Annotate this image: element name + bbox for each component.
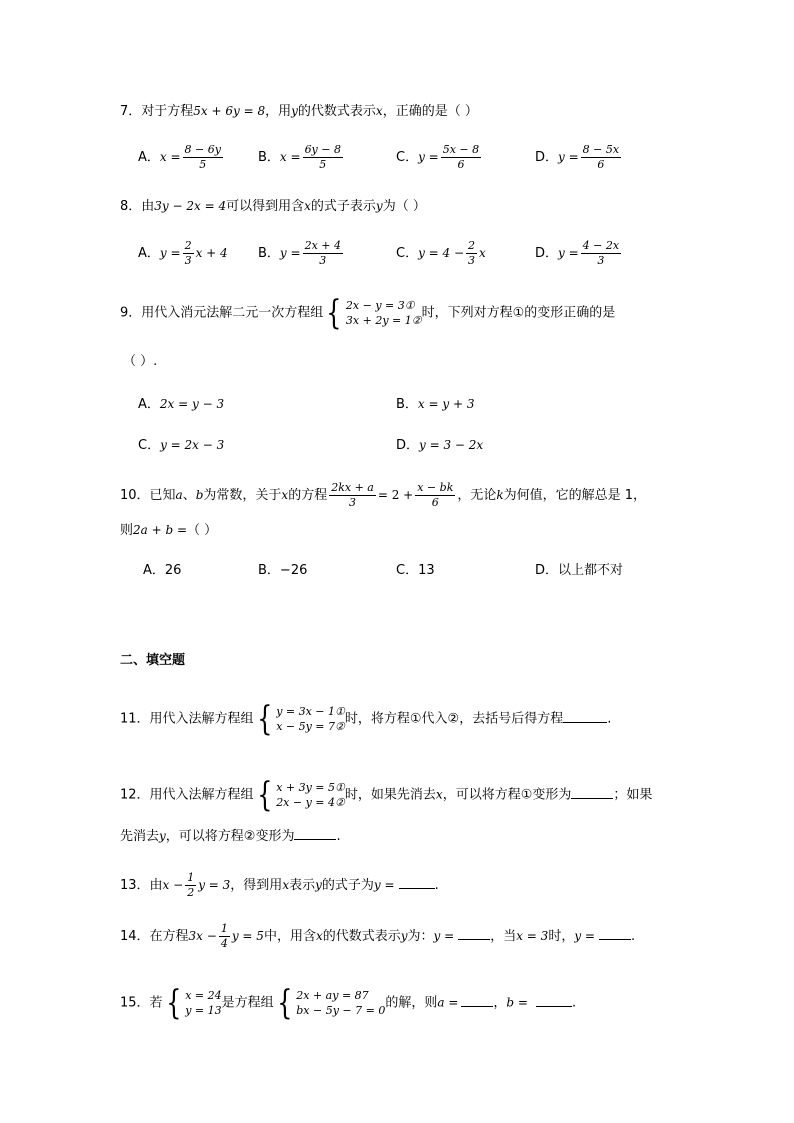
denominator: 5: [199, 158, 207, 171]
denominator: 3: [184, 254, 192, 267]
system-row-2: x − 5y = 7②: [276, 720, 345, 733]
option-lhs: y = 4 −: [418, 246, 465, 260]
q14-answer-lhs: y =: [433, 929, 455, 943]
option-label: A．: [138, 246, 160, 261]
answer-blank[interactable]: [599, 925, 631, 940]
q10-option-b: [258, 561, 307, 581]
q15-text: ，: [493, 995, 507, 1011]
left-brace: {: [326, 293, 342, 333]
option-label: D．: [535, 563, 559, 578]
q10-middle: = 2 +: [377, 488, 414, 502]
option-label: B．: [258, 150, 280, 165]
q12-text: 12．用代入法解方程组: [120, 787, 254, 803]
q12-text: 先消去: [120, 829, 160, 844]
system-row-1: y = 3x − 1①: [276, 705, 345, 718]
q13-var-x: x: [282, 878, 290, 892]
fraction: [415, 481, 455, 510]
q10-option-d: [535, 561, 623, 581]
q8-text: 的式子表示: [310, 199, 376, 214]
answer-blank[interactable]: [461, 992, 493, 1007]
q10-option-a: [143, 561, 181, 581]
q9-answer-paren: [123, 352, 157, 372]
option-expr: x = y + 3: [417, 397, 475, 411]
numerator: 4 − 2x: [582, 239, 620, 252]
system-row-2: 3x + 2y = 1②: [345, 314, 422, 327]
q10-equation: 2a + b =: [133, 523, 188, 537]
fraction: [185, 871, 196, 900]
q12-text: ，可以将方程②变形为: [165, 829, 295, 844]
option-label: C．: [138, 438, 161, 453]
denominator: 6: [597, 158, 605, 171]
q10-text: 为何值，它的解总是 1，: [503, 488, 647, 503]
option-label: B．: [258, 563, 280, 578]
q10-var-b: b: [195, 488, 204, 502]
answer-blank[interactable]: [571, 784, 613, 799]
numerator: 2x + 4: [304, 239, 341, 252]
q7-text: 的代数式表示: [297, 104, 376, 119]
q10-text: 则: [120, 523, 134, 538]
numerator: 1: [187, 871, 195, 884]
q7-option-a: [138, 143, 225, 172]
question-10-stem: [120, 481, 646, 510]
q14-text: 的代数式表示: [322, 929, 401, 944]
system-row-1: 2x − y = 3①: [345, 299, 415, 312]
q9-option-c: [138, 435, 224, 456]
q12-text: .: [336, 829, 341, 844]
q12-text: ，可以将方程①变形为: [442, 787, 572, 803]
fraction: [581, 143, 621, 172]
q13-var-y: y: [315, 878, 322, 892]
option-lhs: y =: [159, 246, 181, 260]
option-lhs: y =: [558, 246, 579, 260]
q13-rhs: y = 3: [198, 878, 231, 892]
q13-text: ，得到用: [230, 878, 283, 893]
answer-blank[interactable]: [399, 874, 435, 889]
q15-text: 15．若: [120, 995, 163, 1011]
q7-text: 7．对于方程: [120, 104, 194, 119]
option-label: D．: [396, 438, 420, 453]
denominator: 3: [468, 254, 476, 267]
q7-text: ，用: [265, 104, 292, 119]
option-text: 以上都不对: [558, 563, 624, 578]
q14-answer-lhs: y =: [574, 929, 595, 943]
answer-blank[interactable]: [563, 708, 607, 723]
option-label: D．: [535, 150, 559, 165]
question-13-stem: [120, 871, 439, 900]
q10-var-x: x: [281, 488, 289, 502]
system-row-1: x + 3y = 5①: [276, 781, 345, 794]
q8-option-d: [535, 239, 623, 268]
q7-equation: 5x + 6y = 8: [193, 104, 266, 118]
q8-equation: 3y − 2x = 4: [154, 199, 227, 213]
left-brace: {: [165, 983, 181, 1023]
q7-option-b: [258, 143, 345, 172]
q15-b-eq: b =: [506, 995, 528, 1010]
q14-lhs: 3x −: [188, 929, 217, 943]
q7-option-d: [535, 143, 623, 172]
q12-var-x: x: [435, 787, 443, 802]
section-title: 二、填空题: [120, 653, 186, 668]
fraction: [183, 143, 223, 172]
q13-text: 的式子为: [321, 878, 374, 893]
option-label: A．: [138, 150, 160, 165]
q9-option-b: [396, 394, 474, 415]
q8-var-x: x: [304, 199, 311, 213]
answer-blank[interactable]: [536, 992, 572, 1007]
denominator: 6: [431, 496, 439, 509]
q14-condition: x = 3: [516, 929, 549, 943]
q9-text: 9．用代入消元法解二元一次方程组: [120, 305, 324, 321]
equation-system: [254, 699, 345, 739]
q9-text: （ ）.: [123, 354, 158, 369]
fraction: [581, 239, 621, 268]
fraction: [303, 143, 343, 172]
q12-text: 时，如果先消去: [344, 787, 436, 803]
system-row-2: bx − 5y − 7 = 0: [296, 1004, 386, 1017]
q12-line-2: [120, 825, 341, 847]
question-12-stem: [120, 775, 653, 815]
denominator: 3: [597, 254, 605, 267]
q8-text: 8．由: [120, 199, 155, 214]
fraction: [219, 922, 230, 951]
system-row-2: 2x − y = 4②: [276, 796, 345, 809]
q13-text: 13．由: [120, 878, 163, 893]
q7-text: ，正确的是（ ）: [382, 104, 478, 119]
option-text: −26: [279, 563, 308, 578]
q9-option-d: [396, 435, 483, 456]
q9-option-a: [138, 394, 224, 415]
q14-text: 14．在方程: [120, 929, 189, 944]
q14-text: 中，用含: [263, 929, 316, 944]
q8-option-c: [396, 239, 486, 268]
q10-var-a: a: [175, 488, 183, 502]
fraction: [466, 239, 477, 268]
q14-text: 为：: [407, 929, 434, 944]
q15-text: 的解，则: [385, 995, 438, 1011]
q9-text: 时，下列对方程①的变形正确的是: [421, 305, 616, 321]
fraction: [303, 239, 343, 268]
fraction: [329, 481, 376, 510]
option-label: C．: [396, 246, 419, 261]
option-expr: 2x = y − 3: [159, 397, 225, 411]
q10-text: （ ）: [187, 523, 218, 538]
question-9-stem: [120, 293, 616, 333]
q8-text: 可以得到用含: [226, 199, 305, 214]
q8-text: 为（ ）: [382, 199, 426, 214]
q10-text: 为常数，关于: [203, 488, 282, 503]
left-brace: {: [276, 983, 293, 1023]
equation-system: [254, 775, 345, 815]
denominator: 3: [319, 254, 327, 267]
option-label: C．: [396, 150, 419, 165]
equation-system: [323, 293, 422, 333]
equation-system: [274, 983, 386, 1023]
solution-system: [163, 983, 222, 1023]
option-text: 13: [418, 563, 435, 578]
numerator: 1: [220, 922, 228, 935]
q14-text: ，当: [490, 929, 517, 944]
option-label: C．: [396, 563, 419, 578]
option-tail: x: [479, 246, 486, 260]
fraction: [183, 239, 194, 268]
q13-answer-lhs: y =: [373, 878, 395, 892]
option-lhs: x =: [279, 150, 301, 164]
q10-line-2: [120, 520, 217, 541]
question-8-stem: [120, 196, 426, 217]
option-lhs: y =: [279, 246, 301, 260]
q10-var-k: k: [496, 488, 504, 502]
q11-text: .: [607, 711, 612, 727]
q13-lhs: x −: [162, 878, 184, 892]
system-row-2: y = 13: [185, 1004, 222, 1017]
q10-text: ，无论: [457, 488, 497, 503]
q10-text: 的方程: [288, 488, 328, 503]
numerator: x − bk: [417, 481, 454, 494]
q14-var-x: x: [315, 929, 323, 943]
q13-text: 表示: [289, 878, 316, 893]
q7-var-x: x: [375, 104, 383, 118]
option-lhs: y =: [558, 150, 579, 164]
option-label: B．: [396, 397, 418, 412]
question-7-stem: [120, 101, 478, 122]
numerator: 2: [184, 239, 192, 252]
system-row-1: 2x + ay = 87: [296, 989, 369, 1002]
q14-rhs: y = 5: [231, 929, 264, 943]
option-label: D．: [535, 246, 559, 261]
numerator: 2: [468, 239, 476, 252]
question-14-stem: [120, 922, 635, 951]
option-label: B．: [258, 246, 280, 261]
q15-text: 是方程组: [221, 995, 274, 1011]
option-text: 26: [164, 563, 182, 578]
q13-text: .: [434, 878, 439, 893]
q15-a-eq: a =: [437, 995, 459, 1010]
q8-option-a: [138, 239, 228, 268]
numerator: 2kx + a: [331, 481, 374, 494]
option-label: A．: [143, 563, 165, 578]
option-lhs: x =: [159, 150, 181, 164]
q8-option-b: [258, 239, 345, 268]
q7-option-c: [396, 143, 483, 172]
option-expr: y = 3 − 2x: [419, 438, 484, 452]
numerator: 5x − 8: [442, 143, 480, 156]
denominator: 4: [220, 937, 228, 950]
answer-blank[interactable]: [458, 925, 490, 940]
q11-text: 11．用代入法解方程组: [120, 711, 254, 727]
answer-blank[interactable]: [294, 825, 336, 840]
q14-text: .: [630, 929, 636, 944]
option-expr: y = 2x − 3: [160, 438, 225, 452]
q8-var-y: y: [375, 199, 383, 213]
fraction: [441, 143, 481, 172]
left-brace: {: [256, 775, 272, 815]
q11-text: 时，将方程①代入②，去括号后得方程: [344, 711, 564, 727]
q10-text: 、: [182, 488, 196, 503]
question-11-stem: [120, 699, 612, 739]
q7-var-y: y: [291, 104, 298, 118]
q14-var-y: y: [400, 929, 408, 943]
q10-option-c: [396, 561, 435, 581]
q12-var-y: y: [159, 829, 166, 843]
denominator: 6: [457, 158, 465, 171]
denominator: 2: [187, 886, 195, 899]
denominator: 5: [319, 158, 327, 171]
denominator: 3: [349, 496, 357, 509]
q15-text: .: [571, 995, 577, 1011]
question-15-stem: [120, 983, 577, 1023]
left-brace: {: [256, 699, 272, 739]
q10-text: 10．已知: [120, 488, 176, 503]
q12-text: ；如果: [613, 787, 653, 803]
option-lhs: y =: [418, 150, 439, 164]
option-label: A．: [138, 397, 160, 412]
q14-text: 时，: [548, 929, 575, 944]
option-tail: x + 4: [195, 246, 228, 260]
numerator: 8 − 6y: [184, 143, 221, 156]
system-row-1: x = 24: [185, 989, 222, 1002]
numerator: 6y − 8: [304, 143, 341, 156]
numerator: 8 − 5x: [582, 143, 620, 156]
